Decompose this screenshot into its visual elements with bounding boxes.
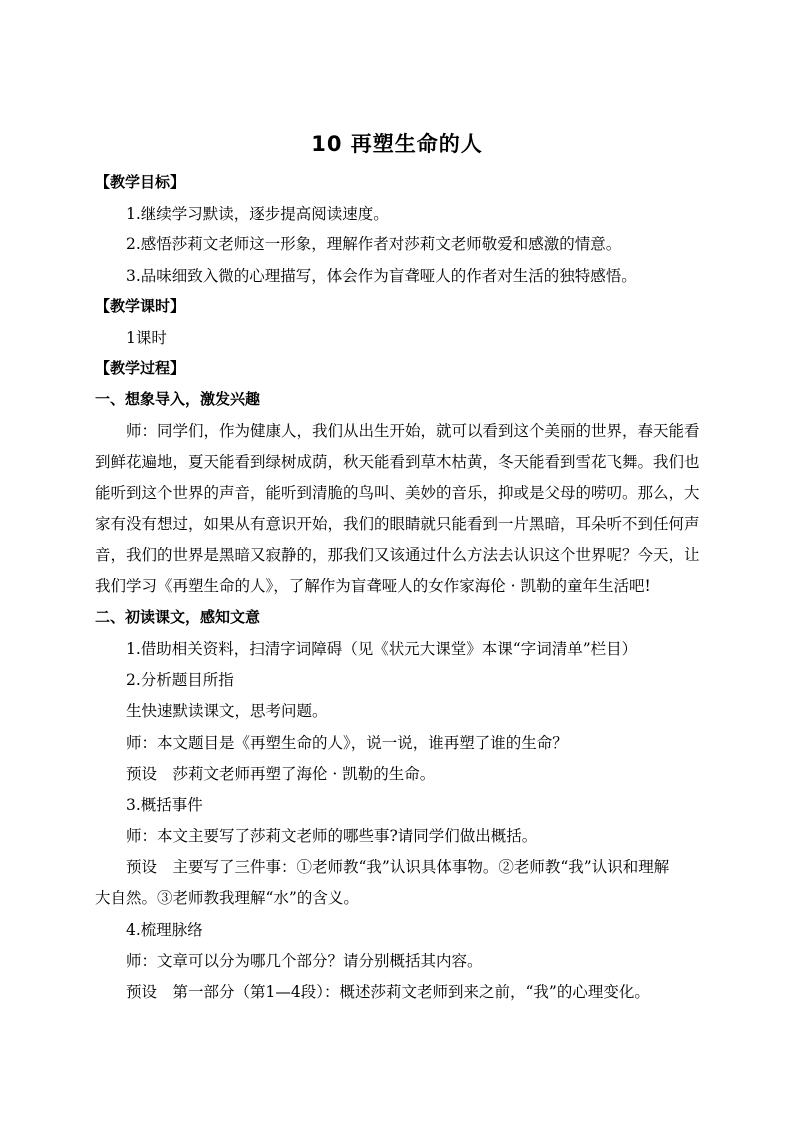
paragraph-line: 预设 主要写了三件事：①老师教“我”认识具体事物。②老师教“我”认识和理解 [126, 858, 670, 876]
section-heading-process: 【教学过程】 [95, 359, 186, 377]
paragraph-line: 师：本文主要写了莎莉文老师的哪些事?请同学们做出概括。 [126, 827, 538, 845]
subsection-heading: 一、想象导入，激发兴趣 [95, 390, 261, 408]
paragraph-line: 生快速默读课文，思考问题。 [126, 702, 328, 720]
paragraph-line: 3.概括事件 [126, 796, 203, 814]
paragraph-line: 大自然。③老师教我理解“水”的含义。 [95, 889, 359, 907]
section-heading-objectives: 【教学目标】 [95, 173, 186, 191]
paragraph-line: 4.梳理脉络 [126, 921, 203, 939]
hours-value: 1课时 [126, 329, 167, 347]
section-heading-hours: 【教学课时】 [95, 297, 186, 315]
page-title: 10 再塑生命的人 [311, 132, 483, 156]
subsection-heading: 二、初读课文，感知文意 [95, 608, 261, 626]
paragraph-line: 师：本文题目是《再塑生命的人》，说一说，谁再塑了谁的生命？ [126, 734, 568, 752]
paragraph-line: 2.分析题目所指 [126, 671, 234, 689]
paragraph-line: 音，我们的世界是黑暗又寂静的，那我们又该通过什么方法去认识这个世界呢？今天，让 [95, 546, 700, 564]
objective-item: 3.品味细致入微的心理描写，体会作为盲聋哑人的作者对生活的独特感悟。 [126, 267, 637, 285]
paragraph-line: 预设 第一部分（第1—4段）：概述莎莉文老师到来之前，“我”的心理变化。 [126, 983, 650, 1001]
paragraph-line: 师：文章可以分为哪几个部分？请分别概括其内容。 [126, 952, 483, 970]
paragraph-line: 能听到这个世界的声音，能听到清脆的鸟叫、美妙的音乐，抑或是父母的唠叨。那么，大 [95, 484, 700, 502]
objective-item: 1.继续学习默读，逐步提高阅读速度。 [126, 205, 389, 223]
paragraph-line: 到鲜花遍地，夏天能看到绿树成荫，秋天能看到草木枯黄，冬天能看到雪花飞舞。我们也 [95, 453, 700, 471]
paragraph-line: 1.借助相关资料，扫清字词障碍（见《状元大课堂》本课“字词清单”栏目） [126, 640, 638, 658]
paragraph-line: 我们学习《再塑生命的人》，了解作为盲聋哑人的女作家海伦 · 凯勒的童年生活吧! [95, 577, 651, 595]
objective-item: 2.感悟莎莉文老师这一形象，理解作者对莎莉文老师敬爱和感激的情意。 [126, 235, 622, 253]
paragraph-line: 预设 莎莉文老师再塑了海伦 · 凯勒的生命。 [126, 765, 436, 783]
paragraph-line: 师：同学们，作为健康人，我们从出生开始，就可以看到这个美丽的世界，春天能看 [126, 422, 700, 440]
paragraph-line: 家有没有想过，如果从有意识开始，我们的眼睛就只能看到一片黑暗，耳朵听不到任何声 [95, 515, 700, 533]
